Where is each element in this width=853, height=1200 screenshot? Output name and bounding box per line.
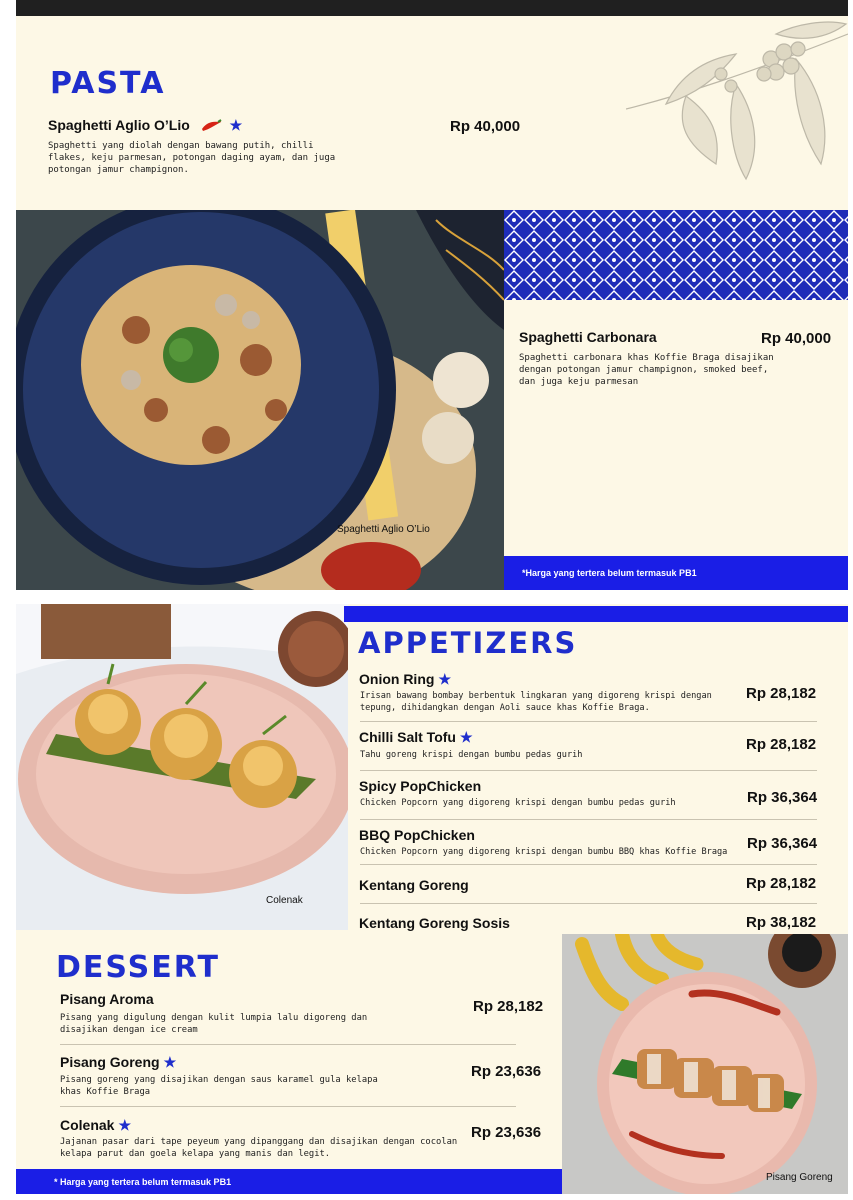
- menu-item-price: Rp 28,182: [473, 998, 544, 1015]
- menu-item-description: Spaghetti carbonara khas Koffie Braga disajikan dengan potongan jamur champignon, smoked beef, dan juga keju parmesan: [519, 353, 774, 387]
- colenak-photo: [16, 604, 348, 930]
- coffee-branch-illustration: [626, 14, 848, 184]
- menu-item-description: Pisang goreng yang disajikan dengan saus karamel gula kelapa khas Koffie Braga: [60, 1075, 378, 1097]
- menu-item-description: Irisan bawang bombay berbentuk lingkaran yang digoreng krispi dengan tepung, dihidangkan dengan Aoli sauce khas Koffie Braga.: [360, 691, 712, 713]
- menu-item-label: Colenak: [60, 1117, 115, 1133]
- menu-item-price: Rp 28,182: [746, 736, 817, 753]
- pisang-goreng-photo: [562, 934, 848, 1194]
- menu-item-name: [359, 671, 451, 688]
- batik-pattern: [504, 210, 848, 300]
- menu-item-description: Chicken Popcorn yang digoreng krispi dengan bumbu BBQ khas Koffie Braga: [360, 847, 728, 857]
- menu-page-pasta: [16, 0, 848, 590]
- menu-item-price: Rp 40,000: [450, 118, 521, 135]
- menu-item-description: Spaghetti yang diolah dengan bawang putih, chilli flakes, keju parmesan, potongan daging ayam, dan juga potongan jamur champignon.: [48, 141, 336, 175]
- menu-item-price: Rp 28,182: [746, 875, 817, 892]
- divider: [360, 819, 817, 820]
- divider: [60, 1044, 516, 1045]
- section-title-appetizers: APPETIZERS: [358, 626, 578, 660]
- tax-note-bar: * Harga yang tertera belum termasuk PB1: [16, 1169, 562, 1194]
- star-icon: ★: [118, 1117, 132, 1133]
- menu-item-name: Pisang Aroma: [60, 991, 154, 1007]
- star-icon: ★: [229, 117, 243, 133]
- menu-item-label: Onion Ring: [359, 671, 435, 687]
- divider: [360, 721, 817, 722]
- menu-item-price: Rp 38,182: [746, 914, 817, 931]
- menu-page-appetizers-dessert: [16, 604, 848, 1194]
- menu-item-price: Rp 23,636: [471, 1063, 542, 1080]
- menu-item-name: Spaghetti Carbonara: [519, 329, 657, 345]
- divider: [360, 864, 817, 865]
- menu-item-label: Chilli Salt Tofu: [359, 729, 456, 745]
- photo-caption: Colenak: [266, 895, 303, 906]
- section-title-pasta: PASTA: [50, 66, 166, 101]
- menu-item-price: Rp 23,636: [471, 1124, 542, 1141]
- menu-item-price: Rp 40,000: [761, 330, 832, 347]
- menu-item-name: Kentang Goreng Sosis: [359, 915, 510, 931]
- menu-item-name: BBQ PopChicken: [359, 827, 475, 843]
- divider: [360, 903, 817, 904]
- star-icon: ★: [438, 671, 451, 687]
- menu-item-description: Pisang yang digulung dengan kulit lumpia lalu digoreng dan disajikan dengan ice cream: [60, 1013, 368, 1035]
- menu-item-label: Pisang Goreng: [60, 1054, 160, 1070]
- appetizers-header-bar: [344, 606, 848, 622]
- menu-item-name: [60, 1117, 131, 1134]
- star-icon: ★: [459, 729, 473, 745]
- menu-item-name: Kentang Goreng: [359, 877, 469, 893]
- menu-item-name: [48, 117, 242, 134]
- menu-item-name: Spicy PopChicken: [359, 778, 482, 794]
- tax-note-bar: *Harga yang tertera belum termasuk PB1: [504, 556, 848, 590]
- section-title-dessert: DESSERT: [56, 950, 220, 985]
- menu-item-description: Tahu goreng krispi dengan bumbu pedas gurih: [360, 750, 583, 760]
- menu-item-name: [359, 729, 473, 746]
- menu-item-price: Rp 36,364: [747, 789, 818, 806]
- star-icon: ★: [163, 1054, 177, 1070]
- menu-item-price: Rp 36,364: [747, 835, 818, 852]
- spaghetti-aglio-olio-photo: [16, 210, 504, 590]
- menu-item-description: Chicken Popcorn yang digoreng krispi dengan bumbu pedas gurih: [360, 798, 676, 808]
- photo-caption: Spaghetti Aglio O’Lio: [337, 524, 430, 535]
- menu-item-description: Jajanan pasar dari tape peyeum yang dipanggang dan disajikan dengan cocolan kelapa parut dan goela kelapa yang manis dan legit.: [60, 1137, 458, 1159]
- divider: [60, 1106, 516, 1107]
- divider: [360, 770, 817, 771]
- menu-item-price: Rp 28,182: [746, 685, 817, 702]
- menu-item-label: Spaghetti Aglio O’Lio: [48, 117, 190, 133]
- photo-caption: Pisang Goreng: [766, 1172, 833, 1183]
- menu-item-name: [60, 1054, 176, 1071]
- chili-icon: [200, 119, 222, 133]
